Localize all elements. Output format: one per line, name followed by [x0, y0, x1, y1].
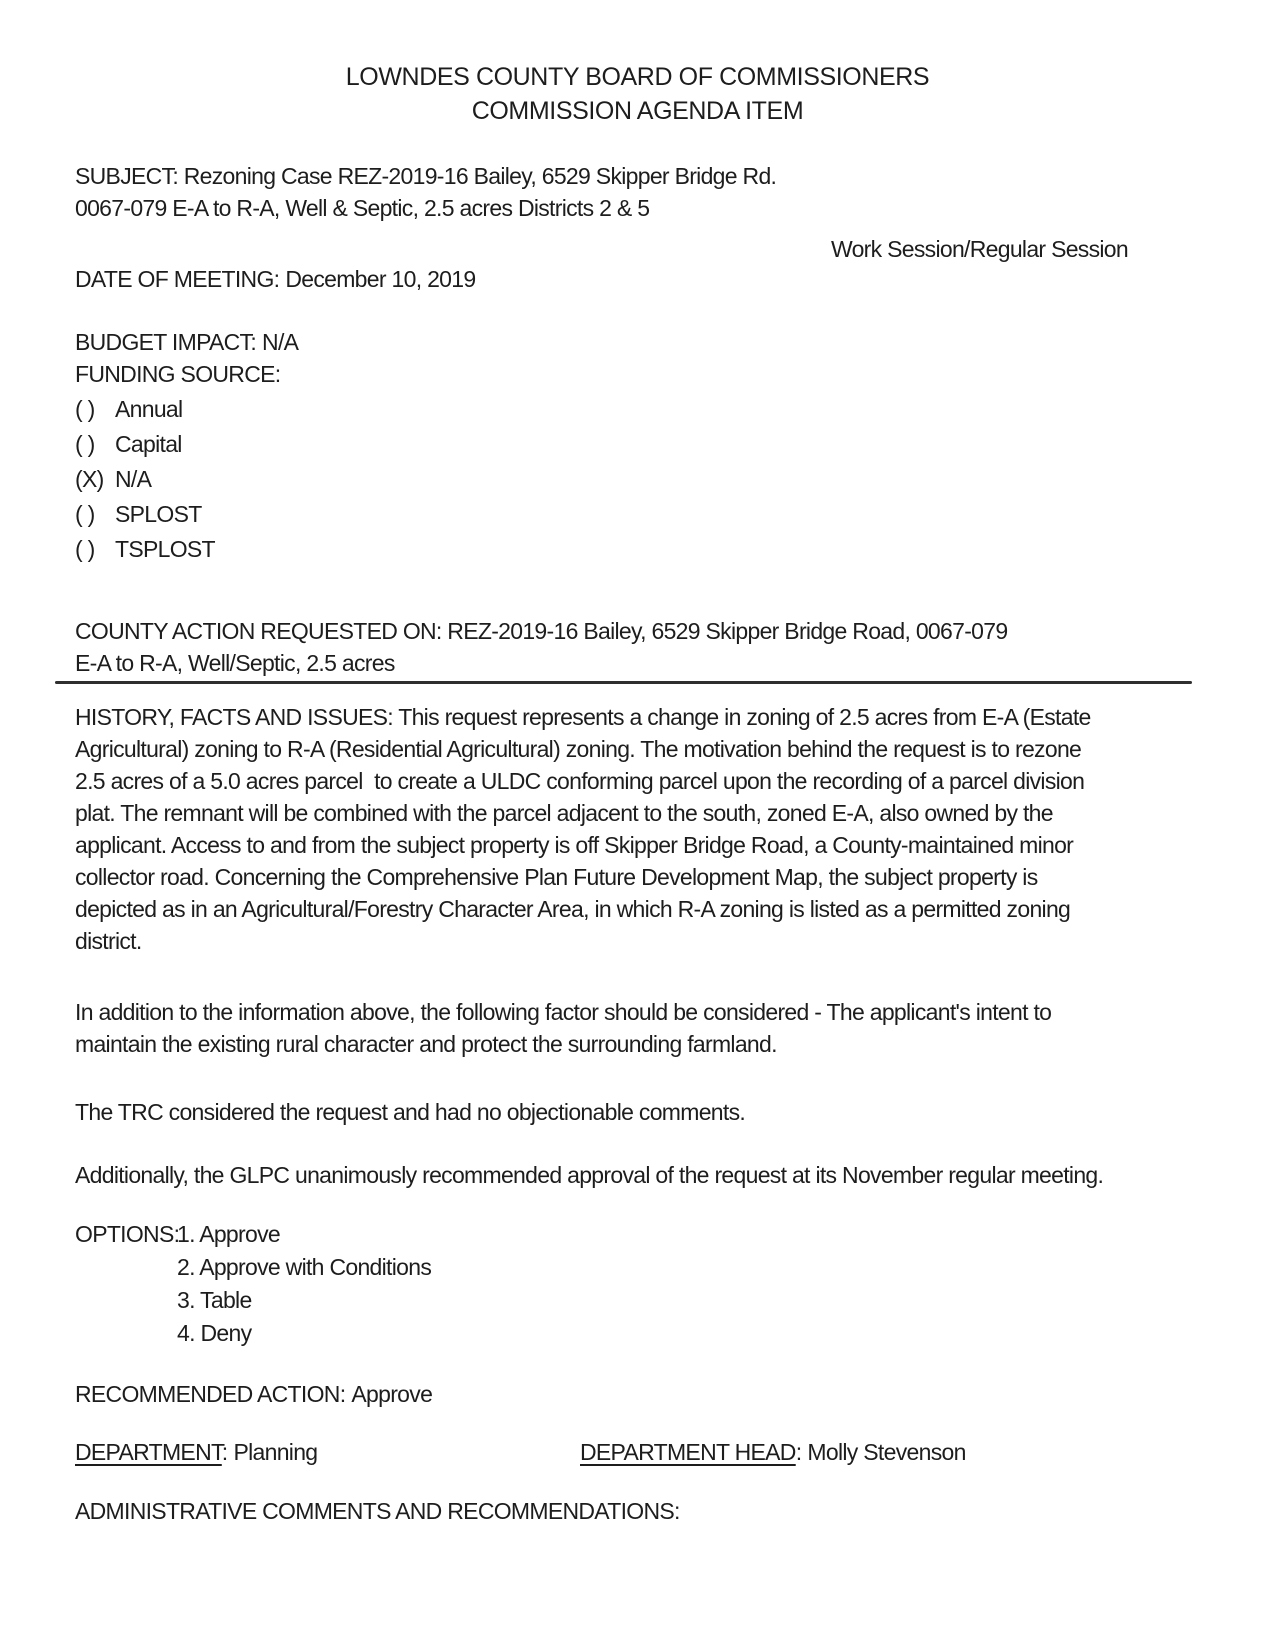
department-head-value: Molly Stevenson — [807, 1439, 966, 1465]
recommended-action-value: Approve — [351, 1381, 433, 1407]
history-line-7: depicted as in an Agricultural/Forestry Character Area, in which R-A zoning is listed as a permitted zoning — [75, 896, 1071, 922]
administrative-comments-label: ADMINISTRATIVE COMMENTS AND RECOMMENDATIONS: — [75, 1498, 680, 1524]
department — [75, 1436, 317, 1468]
budget-impact-label: BUDGET IMPACT: — [75, 329, 257, 355]
budget-impact-value: N/A — [262, 329, 299, 355]
funding-source-options — [75, 392, 215, 567]
funding-option-annual-label: Annual — [115, 396, 183, 422]
history-line-1: HISTORY, FACTS AND ISSUES: This request represents a change in zoning of 2.5 acres from E-A (Estate — [75, 704, 1091, 730]
department-value: Planning — [233, 1439, 318, 1465]
board-title: LOWNDES COUNTY BOARD OF COMMISSIONERS — [345, 63, 930, 91]
glpc-comment: Additionally, the GLPC unanimously recommended approval of the request at its November regular meeting. — [75, 1162, 1104, 1188]
department-head — [580, 1436, 966, 1468]
history-line-8: district. — [75, 928, 142, 954]
history-facts-issues-paragraph — [75, 701, 1091, 957]
trc-comment: The TRC considered the request and had no objectionable comments. — [75, 1099, 746, 1125]
considerations-line-1: In addition to the information above, the following factor should be considered - The applicant's intent to — [75, 999, 1052, 1025]
funding-option-na — [75, 462, 215, 497]
funding-option-splost-label: SPLOST — [115, 501, 202, 527]
checkbox-mark-splost: ( ) — [75, 501, 95, 527]
county-action-block — [75, 615, 1007, 679]
recommended-action — [75, 1378, 432, 1410]
county-action-line-1: COUNTY ACTION REQUESTED ON: REZ-2019-16 Bailey, 6529 Skipper Bridge Road, 0067-079 — [75, 618, 1008, 644]
funding-option-na-label: N/A — [115, 466, 152, 492]
session-type: Work Session/Regular Session — [830, 236, 1128, 262]
document-type-title: COMMISSION AGENDA ITEM — [471, 97, 804, 125]
date-of-meeting-label: DATE OF MEETING: — [75, 266, 280, 292]
options-list — [177, 1218, 431, 1350]
department-separator: : — [221, 1439, 228, 1465]
budget-impact — [75, 326, 298, 358]
department-head-label: DEPARTMENT HEAD — [580, 1439, 796, 1465]
checkbox-mark-tsplost: ( ) — [75, 536, 95, 562]
considerations-line-2: maintain the existing rural character and protect the surrounding farmland. — [75, 1031, 777, 1057]
options-label: OPTIONS: — [75, 1221, 180, 1247]
checkbox-mark-capital: ( ) — [75, 431, 95, 457]
funding-option-annual — [75, 392, 215, 427]
considerations-paragraph — [75, 996, 1051, 1060]
date-of-meeting-value: December 10, 2019 — [285, 266, 476, 292]
department-label: DEPARTMENT — [75, 1439, 222, 1465]
recommended-action-label: RECOMMENDED ACTION: — [75, 1381, 346, 1407]
subject-line-2: 0067-079 E-A to R-A, Well & Septic, 2.5 acres Districts 2 & 5 — [75, 195, 650, 221]
checkbox-mark-annual: ( ) — [75, 396, 95, 422]
history-line-3: 2.5 acres of a 5.0 acres parcel to create a ULDC conforming parcel upon the recording of a parcel division — [75, 768, 1085, 794]
subject-line-1: SUBJECT: Rezoning Case REZ-2019-16 Bailey, 6529 Skipper Bridge Rd. — [75, 163, 777, 189]
subject-block — [75, 160, 776, 224]
option-approve-with-conditions: 2. Approve with Conditions — [177, 1254, 432, 1280]
funding-option-tsplost-label: TSPLOST — [115, 536, 215, 562]
document-header — [0, 60, 1275, 128]
history-line-6: collector road. Concerning the Comprehensive Plan Future Development Map, the subject property is — [75, 864, 1038, 890]
separator-rule — [55, 681, 1192, 684]
date-of-meeting — [75, 263, 475, 295]
funding-option-capital-label: Capital — [115, 431, 182, 457]
history-line-4: plat. The remnant will be combined with the parcel adjacent to the south, zoned E-A, also owned by the — [75, 800, 1053, 826]
funding-source-label: FUNDING SOURCE: — [75, 361, 281, 387]
checkbox-mark-na: (X) — [75, 466, 104, 492]
funding-option-tsplost — [75, 532, 215, 567]
option-table: 3. Table — [177, 1287, 252, 1313]
history-line-2: Agricultural) zoning to R-A (Residential Agricultural) zoning. The motivation behind the request is to rezone — [75, 736, 1082, 762]
option-approve: 1. Approve — [177, 1221, 280, 1247]
funding-option-capital — [75, 427, 215, 462]
option-deny: 4. Deny — [177, 1320, 252, 1346]
history-line-5: applicant. Access to and from the subject property is off Skipper Bridge Road, a County-maintained minor — [75, 832, 1074, 858]
funding-option-splost — [75, 497, 215, 532]
department-head-separator: : — [795, 1439, 802, 1465]
county-action-line-2: E-A to R-A, Well/Septic, 2.5 acres — [75, 650, 395, 676]
